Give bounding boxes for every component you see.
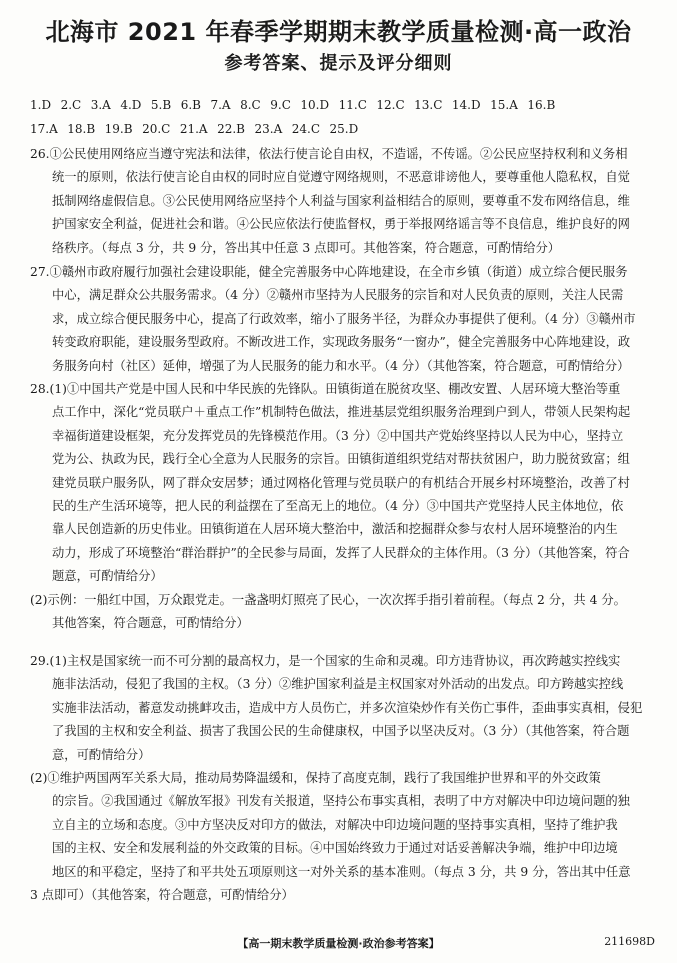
choice-answer: 4.D <box>120 98 142 112</box>
answer-text-line: 民的生产生活环境等，把人民的利益摆在了至高无上的地位。（4 分）③中国共产党坚持人民主体地位，依 <box>52 499 624 514</box>
choice-answers-row-1 <box>30 98 650 112</box>
answer-text-line: 实施非法活动，蓄意发动挑衅攻击，造成中方人员伤亡，并多次渲染炒作有关伤亡事件，歪曲事实真相，侵犯 <box>52 700 643 715</box>
answer-text-line: 27.①赣州市政府履行加强社会建设职能，健全完善服务中心阵地建设，在全市乡镇（街道）成立综合便民服务 <box>30 265 628 279</box>
answer-text-line: 施非法活动，侵犯了我国的主权。（3 分）②维护国家利益是主权国家对外活动的出发点。印方跨越实控线 <box>52 677 624 692</box>
choice-answer: 5.B <box>150 98 172 112</box>
choice-answer: 7.A <box>210 98 231 112</box>
page-title: 北海市 2021 年春季学期期末教学质量检测·高一政治 <box>45 18 632 46</box>
answer-text-line: 意，可酌情给分） <box>52 747 151 762</box>
choice-answer: 13.C <box>414 98 443 112</box>
answer-text-line: 了我国的主权和安全利益、损害了我国公民的生命健康权，中国予以坚决反对。（3 分）（其他答案，符合题 <box>52 724 630 739</box>
answer-text-line: 立自主的立场和态度。③中方坚决反对印方的做法，对解决中印边境问题的坚持事实真相，坚持了维护我 <box>52 817 618 832</box>
choice-answer: 3.A <box>90 98 111 112</box>
question-26 <box>30 143 652 260</box>
answer-text-line: 护国家安全利益，促进社会和谐。④公民应依法行使监督权，勇于举报网络谣言等不良信息，维护良好的网 <box>52 217 630 232</box>
footer-title: 【高一期末教学质量检测·政治参考答案】 <box>237 937 440 950</box>
question-27 <box>30 261 652 378</box>
answer-text-line: 党为公、执政为民，践行全心全意为人民服务的宗旨。田镇街道组织党结对帮扶贫困户，助力脱贫致富；组 <box>52 452 630 467</box>
answer-text-line: 题意，可酌情给分） <box>52 569 163 584</box>
answer-text-line: 幸福街道建设框架，充分发挥党员的先锋模范作用。（3 分）②中国共产党始终坚持以人民为中心，坚持立 <box>52 428 624 443</box>
answer-text-line: 国的主权、安全和发展利益的外交政策的目标。④中国始终致力于通过对话妥善解决争端，维护中印边境 <box>52 841 618 856</box>
choice-answer: 15.A <box>490 98 518 112</box>
choice-answer: 8.C <box>240 98 261 112</box>
choice-answer: 24.C <box>291 122 320 136</box>
answer-text-line: (2)①维护两国两军关系大局，推动局势降温缓和，保持了高度克制，践行了我国维护世界和平的外交政策 <box>30 771 601 786</box>
choice-answer: 18.B <box>67 122 96 136</box>
choice-answer: 9.C <box>270 98 291 112</box>
choice-answer: 11.C <box>338 98 367 112</box>
choice-answer: 25.D <box>329 122 359 136</box>
answer-text-line: 抵制网络虚假信息。③公民使用网络应坚持个人利益与国家利益相结合的原则，要尊重不发布网络信息，维 <box>52 193 630 208</box>
choice-answer: 6.B <box>180 98 201 112</box>
answer-text-line: 其他答案，符合题意，可酌情给分） <box>52 616 249 631</box>
choice-answer: 19.B <box>104 122 133 136</box>
answer-text-line: 统一的原则，依法行使言论自由权的同时应自觉遵守网络规则，不恶意诽谤他人，要尊重他人隐私权，自觉 <box>52 170 630 185</box>
answer-text-line: 点工作中，深化“党员联户＋重点工作”机制特色做法，推进基层党组织服务治理到户到人，带领人民架构起 <box>52 405 631 420</box>
question-28 <box>30 378 652 635</box>
answer-text-line: 3 点即可）（其他答案，符合题意，可酌情给分） <box>30 888 294 903</box>
choice-answer: 17.A <box>30 122 58 136</box>
answer-text-line: 动力，形成了环境整治“群治群护”的全民参与局面，发挥了人民群众的主体作用。（3 分）（其他答案，符合 <box>52 545 630 560</box>
answer-text-line: 26.①公民使用网络应当遵守宪法和法律，依法行使言论自由权，不造谣，不传谣。②公民应坚持权利和义务相 <box>30 147 628 161</box>
answer-text-line: 地区的和平稳定，坚持了和平共处五项原则这一对外关系的基本准则。（每点 3 分，共 9 分，答出其中任意 <box>52 864 631 879</box>
choice-answer: 2.C <box>60 98 82 112</box>
choice-answer: 21.A <box>179 122 208 136</box>
page-subtitle: 参考答案、提示及评分细则 <box>224 53 453 74</box>
choice-answer: 23.A <box>254 122 283 136</box>
answer-text-line: 靠人民创造新的历史伟业。田镇街道在人居环境大整治中，激活和挖掘群众参与农村人居环境整治的内生 <box>52 522 618 537</box>
choice-answer: 20.C <box>142 122 171 136</box>
answer-text-line: (2)示例：一船红中国，万众跟党走。一盏盏明灯照亮了民心，一次次挥手指引着前程。（每点 2 分，共 4 分。 <box>30 592 626 607</box>
choice-answer: 10.D <box>300 98 330 112</box>
choice-answer: 12.C <box>376 98 405 112</box>
answer-text-line: 29.(1)主权是国家统一而不可分割的最高权力，是一个国家的生命和灵魂。印方违背协议，再次跨越实控线实 <box>30 654 621 668</box>
answer-text-line: 务服务向村（社区）延伸，增强了为人民服务的能力和水平。（4 分）（其他答案，符合题意，可酌情给分） <box>52 358 630 373</box>
choice-answer: 1.D <box>30 98 52 112</box>
choice-answer: 22.B <box>217 122 245 136</box>
answer-text-line: 求，成立综合便民服务中心，提高了行政效率，缩小了服务半径，为群众办事提供了便利。（4 分）③赣州市 <box>52 311 636 326</box>
answer-text-line: 28.(1)①中国共产党是中国人民和中华民族的先锋队。田镇街道在脱贫攻坚、棚改安置、人居环境大整治等重 <box>30 382 621 396</box>
choice-answer: 14.D <box>451 98 481 112</box>
answer-text-line: 转变政府职能，建设服务型政府。不断改进工作，实现政务服务“一窗办”，健全完善服务中心阵地建设，政 <box>52 335 631 350</box>
choice-answer: 16.B <box>527 98 556 112</box>
answer-text-line: 的宗旨。②我国通过《解放军报》刊发有关报道，坚持公布事实真相，表明了中方对解决中印边境问题的独 <box>52 794 630 809</box>
question-29 <box>30 650 652 907</box>
choice-answers-row-2 <box>30 122 650 136</box>
answer-text-line: 建党员联户服务队，网了群众安居梦；通过网格化管理与党员联户的有机结合开展乡村环境整治，改善了村 <box>52 475 630 490</box>
answer-text-line: 络秩序。（每点 3 分，共 9 分，答出其中任意 3 点即可。其他答案，符合题意，可酌情给分） <box>52 240 561 255</box>
footer-code: 211698D <box>604 935 655 948</box>
answer-text-line: 中心，满足群众公共服务需求。（4 分）②赣州市坚持为人民服务的宗旨和对人民负责的原则，关注人民需 <box>52 288 624 303</box>
